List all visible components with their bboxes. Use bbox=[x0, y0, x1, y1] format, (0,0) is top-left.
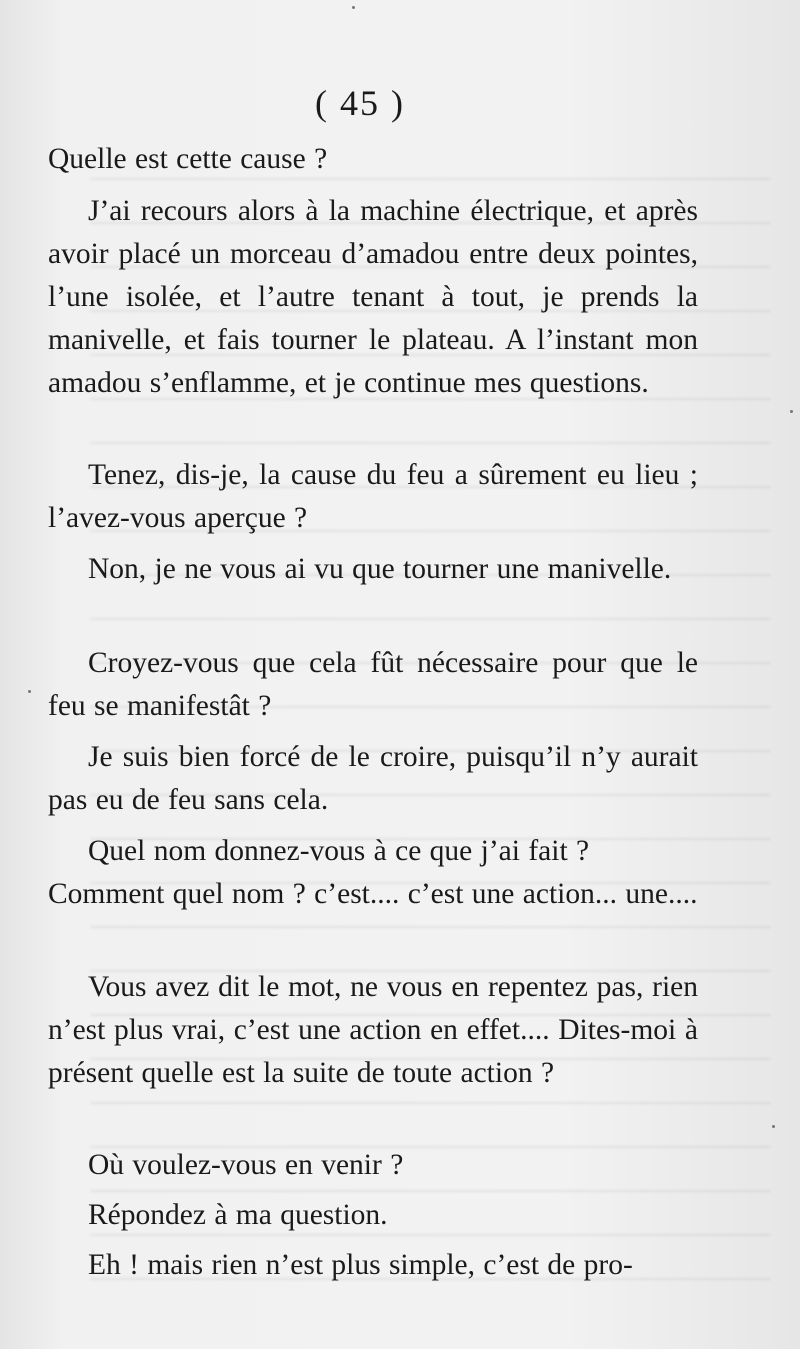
paragraph-12: Eh ! mais rien n’est plus simple, c’est de pro- bbox=[88, 1249, 633, 1281]
paragraph-5: Croyez-vous que cela fût nécessaire pour que le feu se manifestât ? bbox=[48, 647, 698, 722]
paper-speck bbox=[772, 1125, 775, 1128]
paragraph-7: Quel nom donnez-vous à ce que j’ai fait ? bbox=[88, 835, 590, 867]
paragraph-6: Je suis bien forcé de le croire, puisqu’il n’y aurait pas eu de feu sans cela. bbox=[48, 741, 698, 816]
paragraph-3: Tenez, dis-je, la cause du feu a sûrement eu lieu ; l’avez-vous aperçue ? bbox=[48, 459, 698, 534]
paper-speck bbox=[28, 690, 31, 693]
paragraph-4: Non, je ne vous ai vu que tourner une manivelle. bbox=[88, 553, 672, 585]
paragraph-8: Comment quel nom ? c’est.... c’est une action... une.... bbox=[48, 878, 698, 910]
paper-speck bbox=[790, 410, 793, 413]
paragraph-10: Où voulez-vous en venir ? bbox=[88, 1149, 404, 1181]
paragraph-1: Quelle est cette cause ? bbox=[48, 143, 328, 175]
paper-speck bbox=[352, 6, 355, 9]
paragraph-2: J’ai recours alors à la machine électrique, et après avoir placé un morceau d’amadou entre deux pointes, l’une isolée, et l’autre tenant à tout, je prends la manivelle, et fais tourner le plateau. A l’instant mon amadou s’enflamme, et je continue mes questions. bbox=[48, 195, 698, 399]
page-number: ( 45 ) bbox=[315, 83, 405, 123]
paragraph-9: Vous avez dit le mot, ne vous en repentez pas, rien n’est plus vrai, c’est une action en effet.... Dites-moi à présent quelle est la suite de toute action ? bbox=[48, 971, 698, 1089]
paragraph-11: Répondez à ma question. bbox=[88, 1199, 388, 1231]
